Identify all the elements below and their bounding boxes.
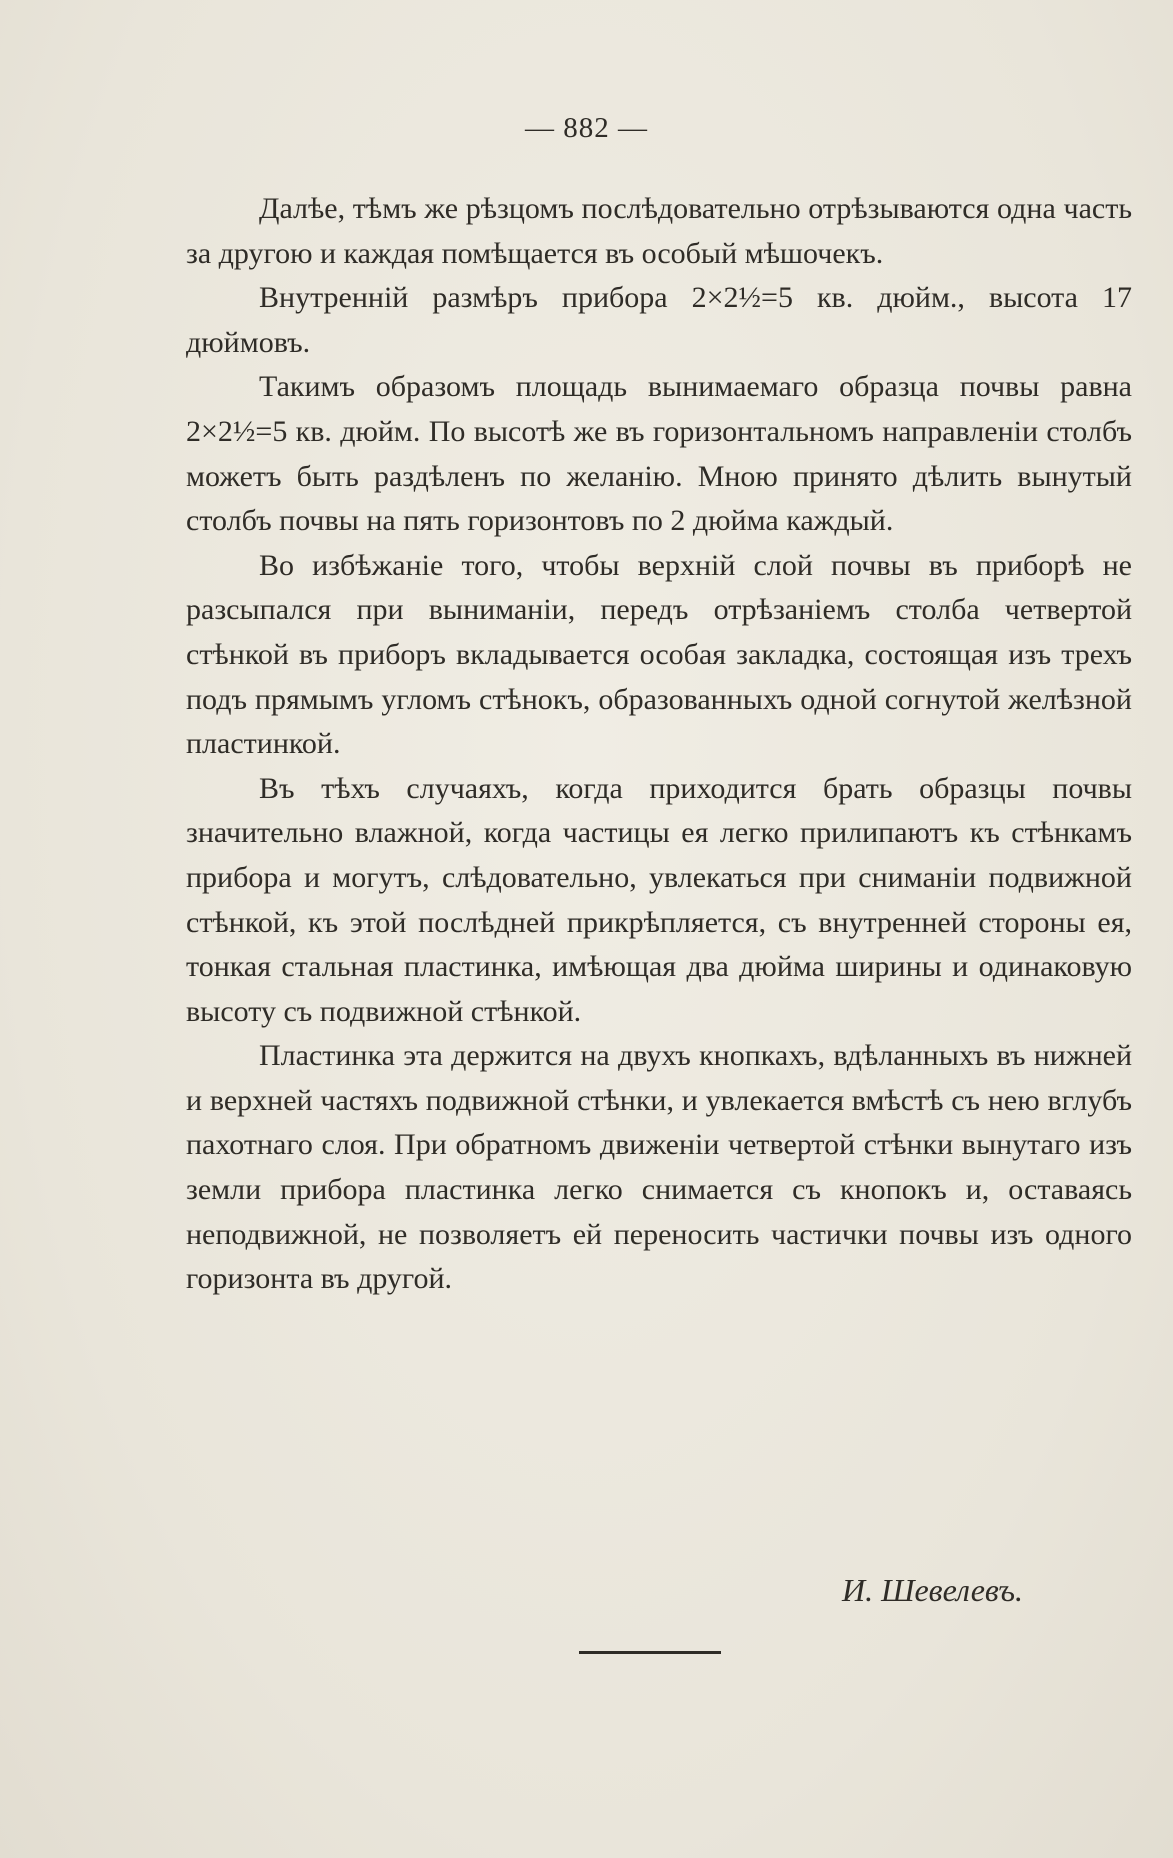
paragraph: Пластинка эта держится на двухъ кнопкахъ, вдѣланныхъ въ нижней и верхней частяхъ подвижной стѣнки, и увлекается вмѣстѣ съ нею вглубъ пахотнаго слоя. При обратномъ движеніи четвертой стѣнки вынутаго изъ земли прибора пластинка легко снимается съ кнопокъ и, оставаясь неподвижной, не позволяетъ ей переносить частички почвы изъ одного горизонта въ другой. [186, 1039, 1132, 1296]
paragraph: Далѣе, тѣмъ же рѣзцомъ послѣдовательно отрѣзываются одна часть за другою и каждая помѣщается въ особый мѣшочекъ. [186, 192, 1132, 270]
closing-rule [579, 1651, 721, 1654]
body-text [186, 187, 1132, 1302]
paragraph: Такимъ образомъ площадь вынимаемаго образца почвы равна 2×2½=5 кв. дюйм. По высотѣ же въ горизонтальномъ направленіи столбъ можетъ быть раздѣленъ по желанію. Мною принято дѣлить вынутый столбъ почвы на пять горизонтовъ по 2 дюйма каждый. [186, 370, 1132, 538]
paragraph: Въ тѣхъ случаяхъ, когда приходится брать образцы почвы значительно влажной, когда частицы ея легко прилипаютъ къ стѣнкамъ прибора и могутъ, слѣдовательно, увлекаться при сниманіи подвижной стѣнкой, къ этой послѣдней прикрѣпляется, съ внутренней стороны ея, тонкая стальная пластинка, имѣющая два дюйма ширины и одинаковую высоту съ подвижной стѣнкой. [186, 771, 1132, 1028]
page-number: — 882 — [525, 112, 648, 144]
paragraph: Внутренній размѣръ прибора 2×2½=5 кв. дюйм., высота 17 дюймовъ. [186, 281, 1132, 359]
author-signature: И. Шевелевъ. [841, 1572, 1023, 1608]
paragraph: Во избѣжаніе того, чтобы верхній слой почвы въ приборѣ не разсыпался при выниманіи, передъ отрѣзаніемъ столба четвертой стѣнкой въ приборъ вкладывается особая закладка, состоящая изъ трехъ подъ прямымъ угломъ стѣнокъ, образованныхъ одной согнутой желѣзной пластинкой. [186, 548, 1132, 761]
